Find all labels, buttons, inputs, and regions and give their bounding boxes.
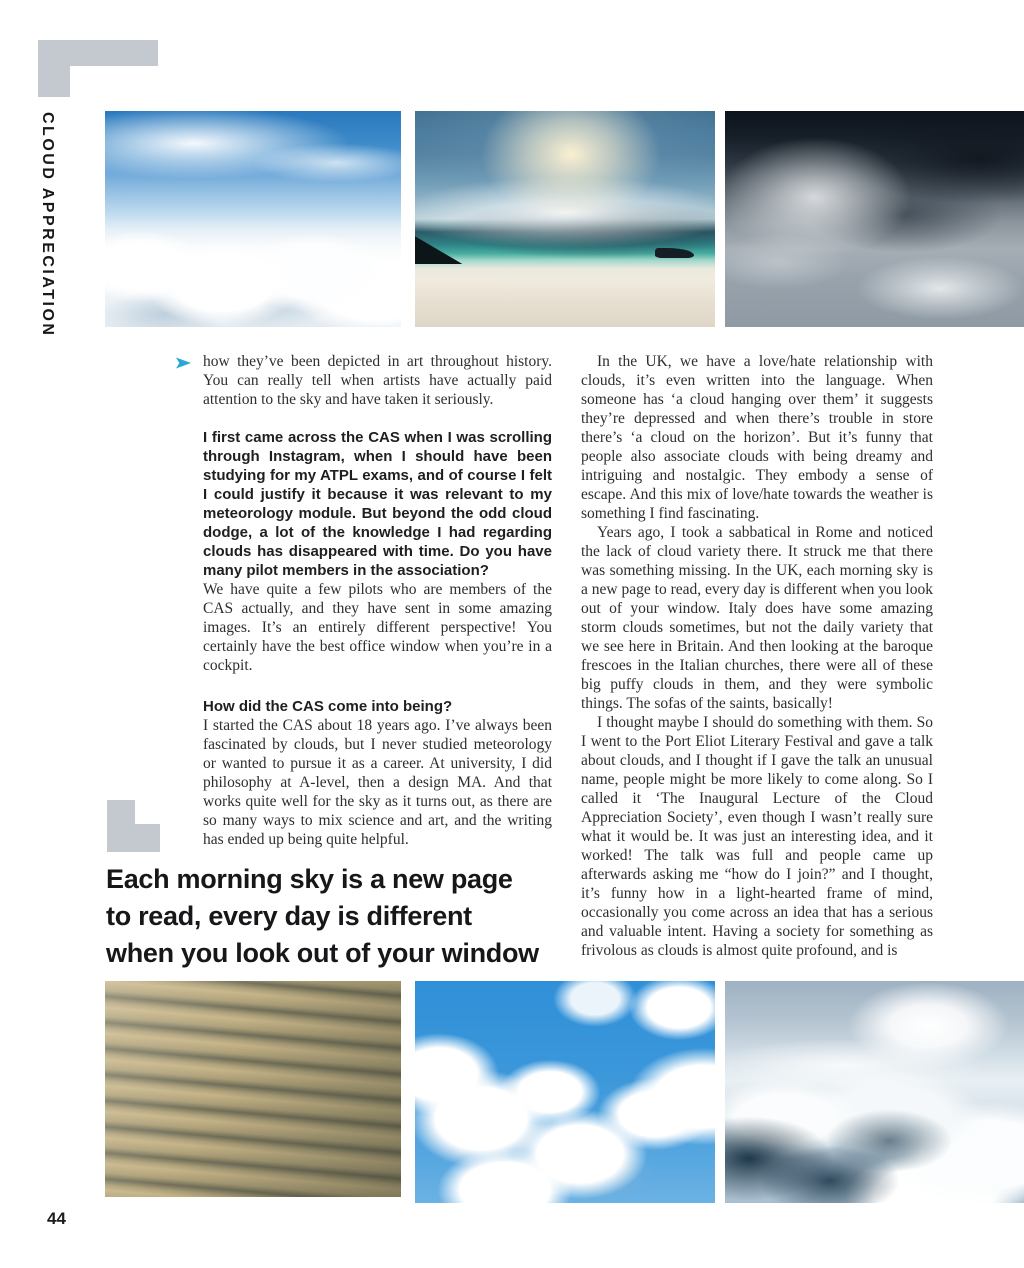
question-1: I first came across the CAS when I was scrolling through Instagram, when I should have been studying for my ATPL exams, and of course I felt I could justify it because it was relevant to my meteorology module. But beyond the odd cloud dodge, a lot of the knowledge I had regarding clouds has disappeared with time. Do you have many pilot members in the association? xyxy=(203,429,552,579)
continued-paragraph: how they’ve been depicted in art throughout history. You can really tell when artists have actually paid attention to the sky and have taken it seriously. xyxy=(203,353,552,408)
answer-1: We have quite a few pilots who are members of the CAS actually, and they have sent in some amazing images. It’s an entirely different perspective! You certainly have the best office window when you’re in a cockpit. xyxy=(203,581,552,674)
pull-quote-line-2: to read, every day is different xyxy=(106,901,472,931)
section-label: CLOUD APPRECIATION xyxy=(39,112,56,338)
article-column-left xyxy=(203,352,552,849)
headland-silhouette xyxy=(415,236,463,264)
photo-aerial-cloud-tops xyxy=(105,111,401,327)
continued-arrow-icon xyxy=(176,357,191,369)
decor-corner-bottom-bar xyxy=(107,824,160,852)
pull-quote xyxy=(106,861,686,972)
answer-2: I started the CAS about 18 years ago. I’ve always been fascinated by clouds, but I never studied meteorology or wanted to pursue it as a career. At university, I did philosophy at A-level, then a design MA. And that works quite well for the sky as it turns out, as there are so many ways to mix science and art, and the writing has ended up being quite helpful. xyxy=(203,717,552,848)
photo-dark-storm-clouds xyxy=(725,111,1024,327)
photo-undulatus-waves xyxy=(105,981,401,1197)
decor-corner-top-leg xyxy=(38,40,70,97)
photo-blue-sky-cumulus xyxy=(415,981,715,1203)
pull-quote-line-1: Each morning sky is a new page xyxy=(106,864,513,894)
photo-sunlit-cloud-sea xyxy=(725,981,1024,1203)
paragraph-rome-sabbatical: Years ago, I took a sabbatical in Rome and noticed the lack of cloud variety there. It struck me that there was something missing. In the UK, each morning sky is a new page to read, every day is different when you look out of your window. Italy does have some amazing storm clouds sometimes, but not the daily variety that we see here in Britain. And then looking at the baroque frescoes in the Italian churches, there were all of these big puffy clouds in them, and they were symbolic things. The sofas of the saints, basically! xyxy=(581,524,933,712)
pull-quote-line-3: when you look out of your window xyxy=(106,938,539,968)
paragraph-uk-love-hate: In the UK, we have a love/hate relationship with clouds, it’s even written into the language. When someone has ‘a cloud hanging over them’ it suggests they’re depressed and when there’s trouble in store there’s ‘a cloud on the horizon’. But it’s funny that people also associate clouds with being dreamy and intriguing and nostalgic. They embody a sense of escape. And this mix of love/hate towards the weather is something I find fascinating. xyxy=(581,353,933,522)
page-number: 44 xyxy=(47,1209,66,1228)
photo-beach-storm xyxy=(415,111,715,327)
paragraph-port-eliot: I thought maybe I should do something with them. So I went to the Port Eliot Literary Festival and gave a talk about clouds, and I thought if I gave the talk an unusual name, people might be more likely to come along. So I called it ‘The Inaugural Lecture of the Cloud Appreciation Society’, even though I wasn’t really sure what it would be. It was just an interesting idea, and it worked! The talk was full and people came up afterwards asking me “how do I join?” and I thought, it’s funny how in a light-hearted frame of mind, occasionally you come across an idea that has a serious and valuable intent. Having a society for something as frivolous as clouds is almost quite profound, and is xyxy=(581,714,933,959)
boat-silhouette xyxy=(655,248,694,258)
question-2: How did the CAS come into being? xyxy=(203,698,453,715)
